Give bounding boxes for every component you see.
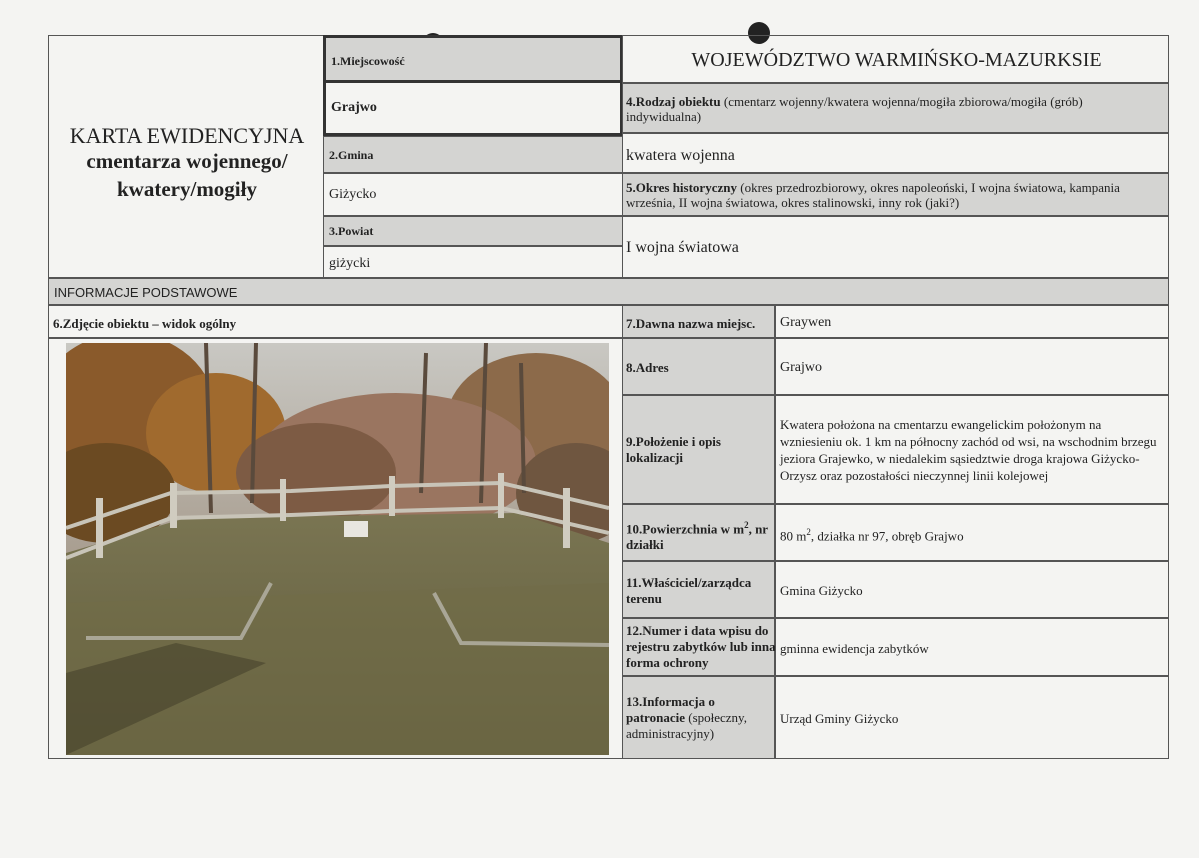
voivodeship-cell <box>622 35 1169 83</box>
section-basic-info-label: INFORMACJE PODSTAWOWE <box>54 285 238 300</box>
address-value: Grajwo <box>780 360 822 375</box>
period-label-text <box>626 180 1156 210</box>
owner-value-cell <box>775 561 1169 618</box>
registry-value-cell <box>775 618 1169 676</box>
address-label: 8.Adres <box>626 360 669 375</box>
area-label-cell <box>622 504 775 561</box>
period-value-cell <box>622 216 1169 278</box>
object-type-hint: (cmentarz wojenny/kwatera wojenna/mogiła zbiorowa/mogiła (grób) indywidualna) <box>626 94 1083 124</box>
area-value-cell <box>775 504 1169 561</box>
registry-label: 12.Numer i data wpisu do rejestru zabytków lub inna forma ochrony <box>626 623 776 670</box>
commune-value: Giżycko <box>329 187 377 202</box>
card-subtitle-2: kwatery/mogiły <box>117 177 257 201</box>
card-title: KARTA EWIDENCYJNA <box>69 123 305 148</box>
old-name-label: 7.Dawna nazwa miejsc. <box>626 316 756 331</box>
owner-value: Gmina Giżycko <box>780 583 863 598</box>
area-label-sup: 2 <box>744 520 749 530</box>
county-value-cell <box>323 246 623 278</box>
photo-cell <box>48 338 623 759</box>
commune-label-cell <box>323 136 623 173</box>
patronage-value-cell <box>775 676 1169 759</box>
voivodeship-title: WOJEWÓDZTWO WARMIŃSKO-MAZURKSIE <box>691 49 1102 71</box>
registry-label-cell <box>622 618 775 676</box>
owner-label-cell <box>622 561 775 618</box>
patronage-label-bold: 13.Informacja o patronacie <box>626 694 715 725</box>
address-label-cell <box>622 338 775 395</box>
area-label <box>626 517 774 553</box>
commune-value-cell <box>323 173 623 216</box>
old-name-label-cell <box>622 305 775 338</box>
object-type-value: kwatera wojenna <box>626 147 735 164</box>
county-value: giżycki <box>329 256 371 271</box>
patronage-label-cell <box>622 676 775 759</box>
object-type-label-cell <box>622 83 1169 133</box>
old-name-value: Graywen <box>780 315 832 330</box>
period-label: 5.Okres historyczny <box>626 180 737 195</box>
period-value: I wojna światowa <box>626 239 739 256</box>
location-label: 9.Położenie i opis lokalizacji <box>626 434 721 465</box>
owner-label: 11.Właściciel/zarządca terenu <box>626 575 752 606</box>
cemetery-photo <box>66 343 609 755</box>
area-label-rest: , nr działki <box>626 521 768 553</box>
location-label-cell <box>622 395 775 504</box>
photo-label-cell <box>48 305 623 338</box>
photo-label: 6.Zdjęcie obiektu – widok ogólny <box>53 316 237 331</box>
area-label-main: 10.Powierzchnia w m <box>626 521 745 537</box>
old-name-value-cell <box>775 305 1169 338</box>
locality-value: Grajwo <box>331 100 377 115</box>
card-subtitle-1: cmentarza wojennego/ <box>86 149 288 173</box>
commune-label: 2.Gmina <box>329 148 374 162</box>
period-hint: (okres przedrozbiorowy, okres napoleoński, I wojna światowa, kampania września, II wojna światowa, okres stalinowski, inny rok (jaki?) <box>626 180 1120 210</box>
locality-value-cell <box>323 83 623 136</box>
area-value-main: 80 m <box>780 528 807 544</box>
location-value: Kwatera położona na cmentarzu ewangelickim położonym na wzniesieniu ok. 1 km na północny zachód od wsi, na wschodnim brzegu jeziora Grajewko, w niedalekim sąsiedztwie droga krajowa Giżycko-Orzysz oraz pozostałości nieczynnej linii kolejowej <box>780 417 1157 483</box>
county-label: 3.Powiat <box>329 224 374 238</box>
section-basic-info <box>48 278 1169 305</box>
address-value-cell <box>775 338 1169 395</box>
object-type-label-text <box>626 94 1156 124</box>
county-label-cell <box>323 216 623 246</box>
area-value-rest: , działka nr 97, obręb Grajwo <box>810 528 964 544</box>
area-value-sup: 2 <box>806 527 811 537</box>
locality-label-cell <box>323 35 623 83</box>
locality-label: 1.Miejscowość <box>331 54 405 68</box>
period-label-cell <box>622 173 1169 216</box>
registry-value: gminna ewidencja zabytków <box>780 641 929 656</box>
patronage-label <box>626 694 774 742</box>
location-value-cell <box>775 395 1169 504</box>
object-type-value-cell <box>622 133 1169 173</box>
patronage-value: Urząd Gminy Giżycko <box>780 711 899 726</box>
title-block <box>48 35 324 278</box>
patronage-label-rest: (społeczny, administracyjny) <box>626 710 747 741</box>
area-value <box>780 525 964 543</box>
object-type-label: 4.Rodzaj obiektu <box>626 94 721 109</box>
